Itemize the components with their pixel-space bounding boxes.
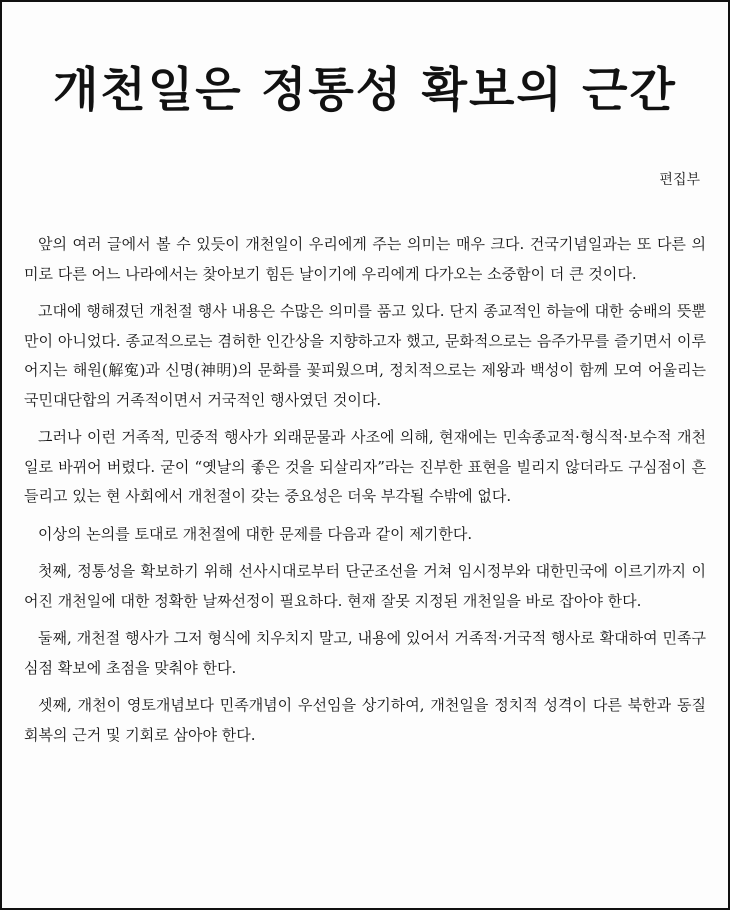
- paragraph-7: 셋째, 개천이 영토개념보다 민족개념이 우선임을 상기하여, 개천일을 정치적 성격이 다른 북한과 동질회복의 근거 및 기회로 삼아야 한다.: [24, 696, 706, 744]
- article-body: [24, 230, 706, 758]
- paragraph-6: 둘째, 개천절 행사가 그저 형식에 치우치지 말고, 내용에 있어서 거족적·거국적 행사로 확대하여 민족구심점 확보에 초점을 맞춰야 한다.: [24, 629, 706, 677]
- paragraph-1: 앞의 여러 글에서 볼 수 있듯이 개천일이 우리에게 주는 의미는 매우 크다. 건국기념일과는 또 다른 의미로 다른 어느 나라에서는 찾아보기 힘든 날이기에 우리에게 다가오는 소중함이 더 큰 것이다.: [24, 235, 706, 283]
- paragraph-5: 첫째, 정통성을 확보하기 위해 선사시대로부터 단군조선을 거쳐 임시정부와 대한민국에 이르기까지 이어진 개천일에 대한 정확한 날짜선정이 필요하다. 현재 잘못 지정된 개천일을 바로 잡아야 한다.: [24, 562, 706, 610]
- paragraph-3: 그러나 이런 거족적, 민중적 행사가 외래문물과 사조에 의해, 현재에는 민속종교적·형식적·보수적 개천일로 바뀌어 버렸다. 굳이 “옛날의 좋은 것을 되살리자”라는 진부한 표현을 빌리지 않더라도 구심점이 흔들리고 있는 현 사회에서 개천절이 갖는 중요성은 더욱 부각될 수밖에 없다.: [24, 428, 706, 505]
- article-author: 편집부: [659, 172, 700, 188]
- paragraph-4: 이상의 논의를 토대로 개천절에 대한 문제를 다음과 같이 제기한다.: [38, 524, 473, 543]
- paragraph-2: 고대에 행해졌던 개천절 행사 내용은 수많은 의미를 품고 있다. 단지 종교적인 하늘에 대한 숭배의 뜻뿐만이 아니었다. 종교적으로는 겸허한 인간상을 지향하고자 했고, 문화적으로는 음주가무를 즐기면서 이루어지는 해원(解寃)과 신명(神明)의 문화를 꽃피웠으며, 정치적으로는 제왕과 백성이 함께 모여 어울리는 국민대단합의 거족적이면서 거국적인 행사였던 것이다.: [24, 302, 706, 409]
- article-title: 개천일은 정통성 확보의 근간: [53, 63, 677, 119]
